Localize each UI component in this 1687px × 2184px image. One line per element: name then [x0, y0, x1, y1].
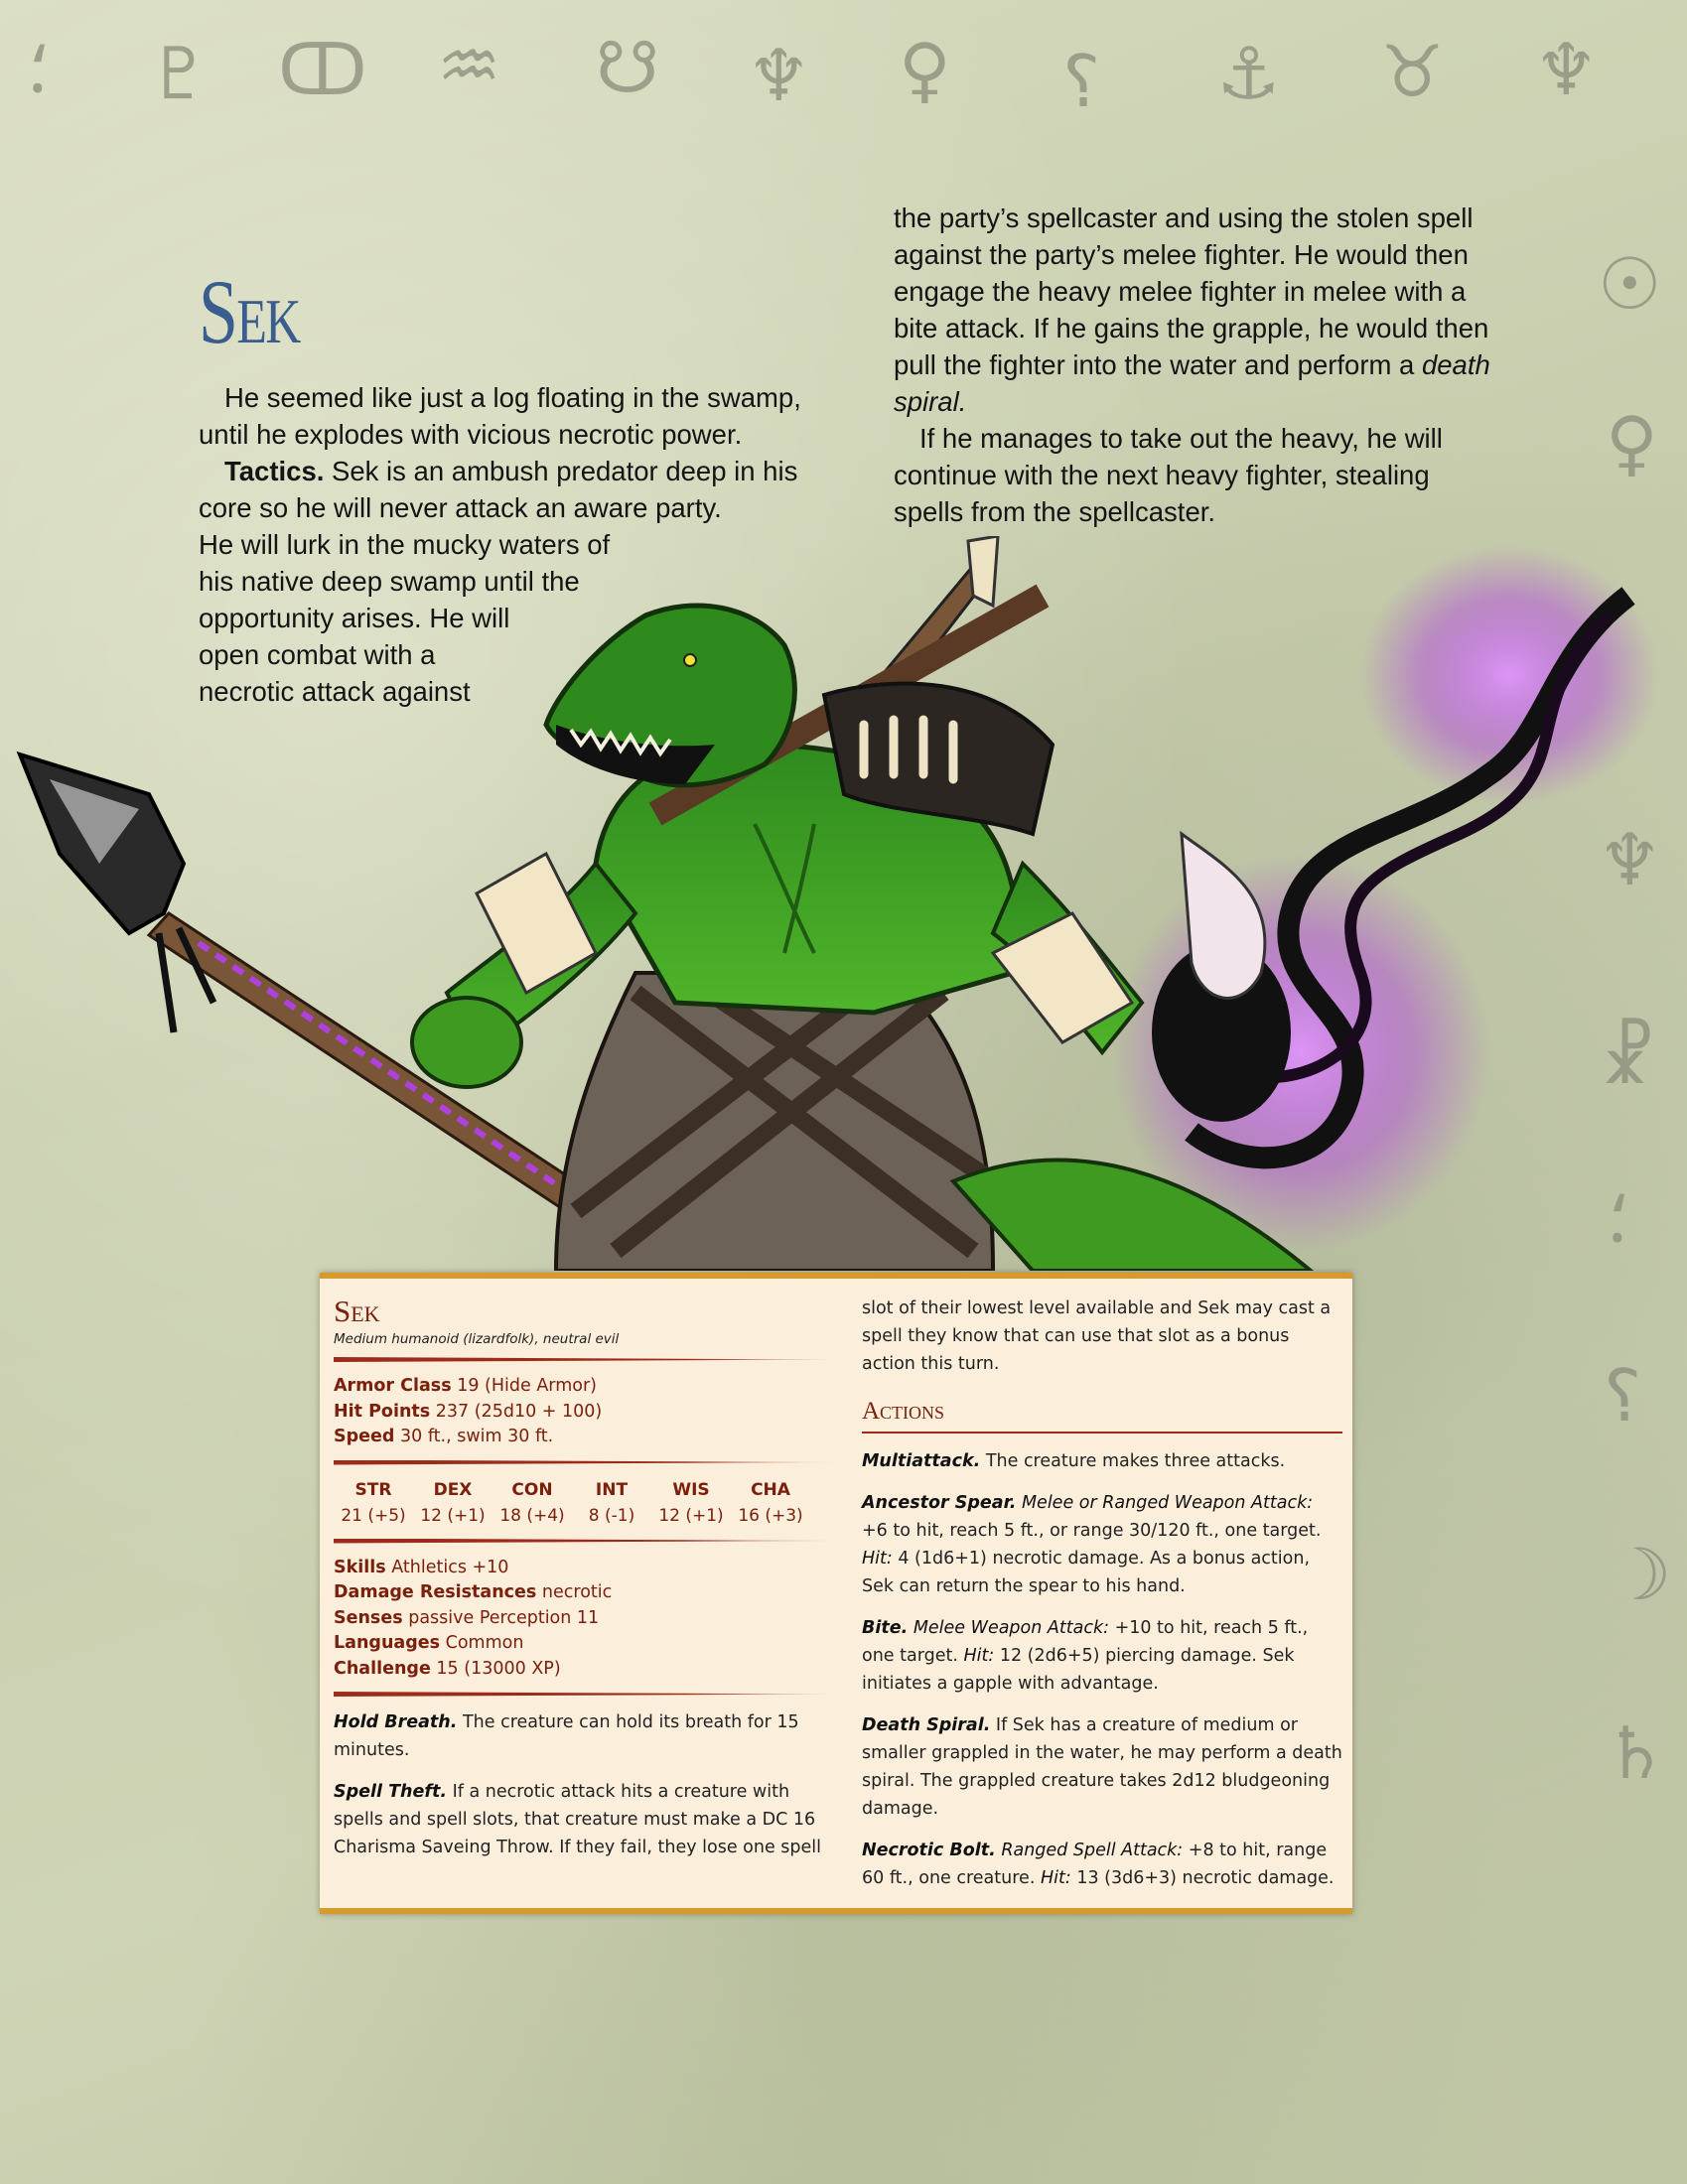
ability-str [334, 1477, 413, 1529]
armor-class-label: Armor Class [334, 1376, 452, 1396]
hit-label: Hit: [862, 1549, 893, 1569]
challenge-value: 15 (13000 XP) [436, 1658, 561, 1679]
intro-paragraph: He seemed like just a log floating in the swamp, until he explodes with vicious necrotic power. [199, 382, 801, 450]
tactics-label: Tactics. [224, 456, 325, 486]
ability-value: 21 (+5) [341, 1505, 406, 1526]
glyph-icon: ♒ [437, 24, 501, 107]
hit-points-value: 237 (25d10 + 100) [435, 1401, 603, 1422]
hit-label: Hit: [1040, 1868, 1071, 1888]
speed-value: 30 ft., swim 30 ft. [399, 1427, 554, 1446]
armor-class [334, 1374, 836, 1400]
action-bite [862, 1614, 1342, 1698]
strategy-text: the party’s spellcaster and using the stolen spell against the party’s melee fighter. He would then engage the heavy melee fighter in melee with a bite attack. If he gains the grapple, he would then pull the fighter into the water and perform a [894, 203, 1489, 380]
divider [334, 1460, 836, 1465]
glyph-icon: ♆ [747, 34, 811, 117]
tactics-line: Sek is an ambush predator deep in his [332, 456, 798, 486]
creature-name: Sek [334, 1294, 380, 1328]
divider [334, 1539, 836, 1544]
damage-resistances-label: Damage Resistances [334, 1582, 537, 1602]
action-ancestor-spear [862, 1489, 1342, 1600]
creature-type: Medium humanoid (lizardfolk), neutral evil [334, 1331, 620, 1347]
glyph-icon: ☋ [596, 26, 659, 109]
actions-heading: Actions [862, 1398, 945, 1425]
action-text: 4 (1d6+1) necrotic damage. As a bonus action, Sek can return the spear to his hand. [862, 1549, 1311, 1596]
trait-text: If a necrotic attack hits a creature with spells and spell slots, that creature must make a DC 16 Charisma Saveing Throw. If they fail, they lose one spell [334, 1782, 822, 1857]
action-name: Multiattack. [862, 1451, 981, 1471]
action-name: Ancestor Spear. [862, 1493, 1017, 1513]
damage-resistances [334, 1580, 836, 1606]
speed [334, 1425, 836, 1450]
action-text: The creature makes three attacks. [985, 1451, 1286, 1471]
glyph-icon: ♆ [1598, 818, 1662, 901]
senses-value: passive Perception 11 [408, 1607, 600, 1628]
action-name: Death Spiral. [862, 1715, 991, 1735]
action-text: 13 (3d6+3) necrotic damage. [1076, 1868, 1335, 1888]
ability-int [572, 1477, 651, 1529]
languages [334, 1631, 836, 1657]
languages-value: Common [445, 1633, 524, 1653]
strategy-paragraph [894, 200, 1499, 420]
divider [334, 1357, 836, 1362]
trait-hold-breath [334, 1708, 836, 1764]
speed-label: Speed [334, 1427, 395, 1446]
damage-resistances-value: necrotic [541, 1582, 613, 1602]
glyph-border-top [0, 20, 1687, 169]
skills-label: Skills [334, 1557, 386, 1577]
ability-wis [651, 1477, 731, 1529]
ability-name: STR [354, 1479, 392, 1500]
glyph-icon: ⸮ [1604, 1354, 1642, 1437]
languages-label: Languages [334, 1633, 441, 1653]
tactics-line: necrotic attack against [199, 676, 471, 707]
necrotic-aura [1112, 546, 1658, 1259]
trait-name: Hold Breath. [334, 1712, 458, 1732]
action-text: 12 (2d6+5) piercing damage. Sek initiates a gapple with advantage. [862, 1646, 1295, 1694]
ability-value: 8 (-1) [588, 1505, 635, 1526]
trait-spell-theft-continued: slot of their lowest level available and Sek may cast a spell they know that can use that slot as a bonus action this turn. [862, 1298, 1332, 1374]
glyph-icon: ♀ [899, 28, 951, 111]
ability-cha [731, 1477, 810, 1529]
action-text: If Sek has a creature of medium or smaller grappled in the water, he may perform a death spiral. The grappled creature takes 2d12 bludgeoning damage. [862, 1715, 1342, 1819]
ability-name: DEX [433, 1479, 473, 1500]
ability-name: INT [595, 1479, 629, 1500]
glyph-icon: ☉ [1598, 242, 1662, 326]
tactics-line: his native deep swamp until the [199, 566, 580, 597]
sek-illustration [0, 536, 1687, 1271]
tactics-line: core so he will never attack an aware party. [199, 492, 722, 523]
stat-block-left-column [334, 1279, 836, 1875]
glyph-icon: ☽ [1608, 1533, 1672, 1616]
action-name: Bite. [862, 1618, 909, 1638]
death-spiral-term: death spiral. [894, 349, 1490, 417]
ability-value: 12 (+1) [420, 1505, 486, 1526]
attack-type: Melee or Ranged Weapon Attack: [1021, 1493, 1314, 1513]
tactics-line: He will lurk in the mucky waters of [199, 529, 611, 560]
tactics-line: opportunity arises. He will [199, 603, 510, 633]
ability-name: CHA [751, 1479, 790, 1500]
hit-points [334, 1400, 836, 1426]
action-name: Necrotic Bolt. [862, 1841, 996, 1860]
action-text: +6 to hit, reach 5 ft., or range 30/120 ft., one target. [862, 1521, 1322, 1541]
attack-type: Ranged Spell Attack: [1001, 1841, 1184, 1860]
trait-spell-theft [334, 1778, 836, 1861]
ability-name: WIS [672, 1479, 710, 1500]
senses-label: Senses [334, 1607, 403, 1628]
glyph-icon: ☧ [1600, 1017, 1656, 1100]
right-column [894, 200, 1499, 530]
glyph-icon: ♆ [1534, 28, 1599, 111]
skills [334, 1556, 836, 1581]
lizardfolk-head [546, 606, 794, 785]
skills-value: Athletics +10 [391, 1557, 509, 1577]
action-death-spiral [862, 1711, 1342, 1823]
glyph-icon: ♇ [147, 32, 211, 115]
trait-name: Spell Theft. [334, 1782, 447, 1802]
ability-name: CON [511, 1479, 553, 1500]
divider [334, 1692, 836, 1697]
followup-paragraph: If he manages to take out the heavy, he will continue with the next heavy fighter, stealing spells from the spellcaster. [894, 423, 1443, 527]
ability-scores [334, 1477, 810, 1529]
attack-type: Melee Weapon Attack: [913, 1618, 1109, 1638]
challenge [334, 1657, 836, 1683]
glyph-icon: ♀ [1606, 401, 1658, 484]
hit-points-label: Hit Points [334, 1401, 431, 1422]
glyph-icon: ⸵ [28, 26, 48, 109]
senses [334, 1606, 836, 1632]
page-title: Sek [199, 261, 300, 362]
ability-value: 12 (+1) [658, 1505, 724, 1526]
glyph-icon: ♄ [1604, 1711, 1668, 1795]
glyph-icon: ⸮ [1062, 40, 1101, 123]
stat-block-right-column [862, 1279, 1342, 1906]
action-text: +10 to hit, reach 5 ft., one target. [862, 1618, 1309, 1666]
ability-value: 18 (+4) [499, 1505, 565, 1526]
challenge-label: Challenge [334, 1658, 431, 1679]
trait-text: The creature can hold its breath for 15 minutes. [334, 1712, 799, 1760]
glyph-icon: ↀ [278, 28, 367, 111]
action-text: +8 to hit, range 60 ft., one creature. [862, 1841, 1328, 1888]
actions-rule [862, 1432, 1342, 1433]
glyph-icon: ⸵ [1608, 1175, 1627, 1259]
tactics-line: open combat with a [199, 639, 436, 670]
action-multiattack [862, 1447, 1342, 1475]
ability-con [492, 1477, 572, 1529]
stat-block [320, 1273, 1352, 1914]
ability-value: 16 (+3) [738, 1505, 803, 1526]
ability-dex [413, 1477, 492, 1529]
armor-class-value: 19 (Hide Armor) [457, 1376, 597, 1396]
glyph-icon: ♉ [1380, 30, 1445, 113]
glyph-icon: ⚓ [1216, 32, 1281, 115]
action-necrotic-bolt [862, 1837, 1342, 1892]
hit-label: Hit: [963, 1646, 995, 1666]
